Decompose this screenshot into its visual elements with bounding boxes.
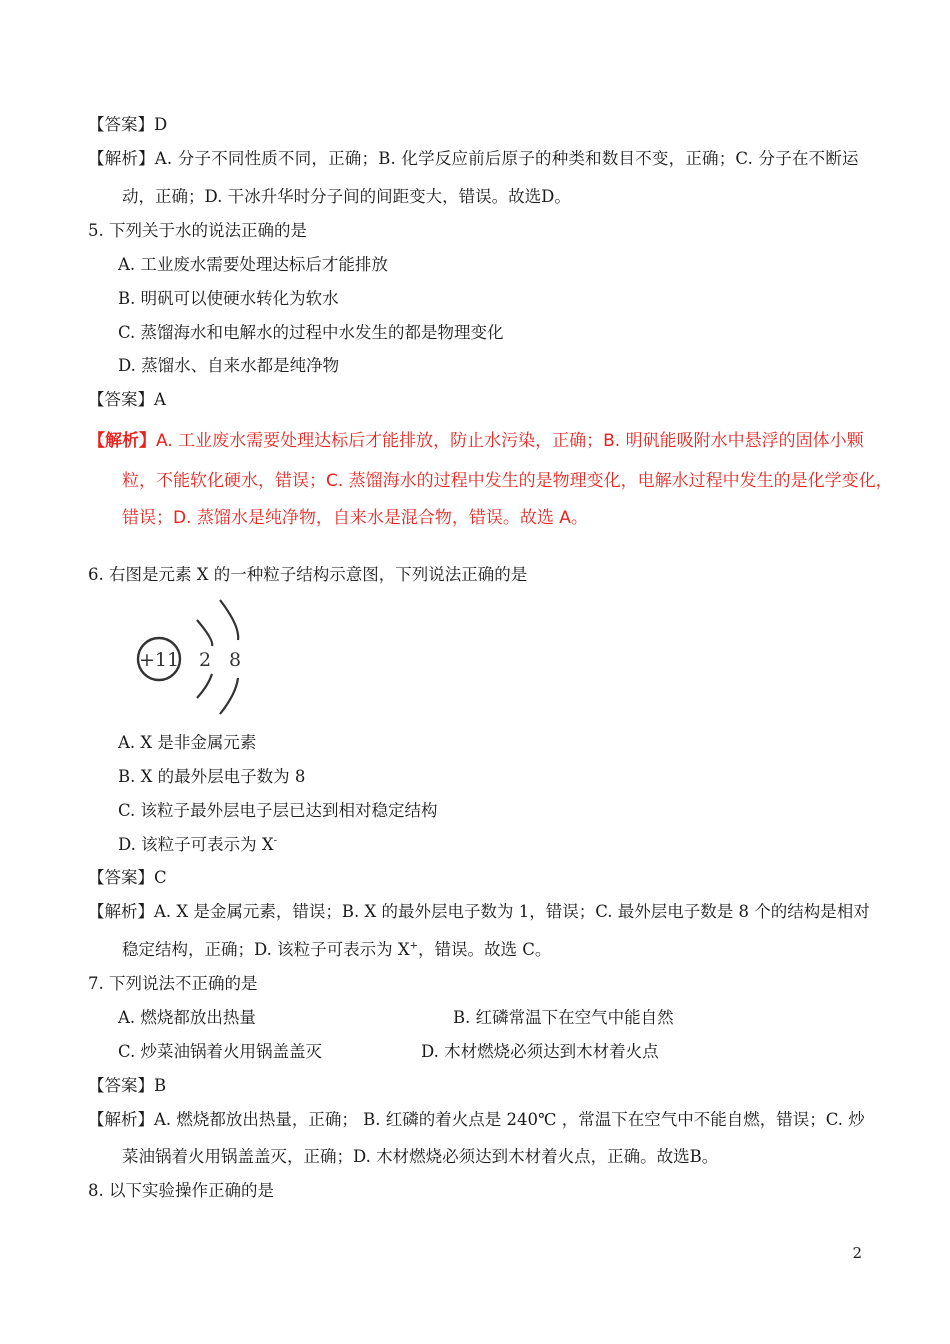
shell-1-electrons: 2 — [198, 649, 212, 671]
q6-analysis-text-2: 稳定结构，正确；D. 该粒子可表示为 X — [122, 940, 410, 959]
q5-option-b: B. 明矾可以使硬水转化为软水 — [118, 289, 339, 308]
q8-stem: 8. 以下实验操作正确的是 — [88, 1181, 274, 1200]
q7-analysis-line-1: 【解析】A. 燃烧都放出热量，正确； B. 红磷的着火点是 240℃ ，常温下在空气中不能自燃，错误；C. 炒 — [88, 1110, 865, 1129]
q4-answer: 【答案】D — [88, 115, 168, 134]
q6-option-a: A. X 是非金属元素 — [118, 733, 257, 752]
q5-option-d: D. 蒸馏水、自来水都是纯净物 — [118, 356, 340, 375]
q7-stem: 7. 下列说法不正确的是 — [88, 974, 258, 993]
q7-analysis-line-2: 菜油锅着火用锅盖盖灭，正确；D. 木材燃烧必须达到木材着火点，正确。故选B。 — [122, 1147, 719, 1166]
q7-option-d: D. 木材燃烧必须达到木材着火点 — [421, 1042, 659, 1061]
q5-analysis-text-1: A. 工业废水需要处理达标后才能排放，防止水污染，正确；B. 明矾能吸附水中悬浮的固体小颗 — [156, 431, 864, 451]
page-number: 2 — [852, 1244, 862, 1262]
q5-analysis-head: 【解析】 — [88, 431, 156, 451]
q5-analysis-line-3: 错误；D. 蒸馏水是纯净物，自来水是混合物，错误。故选 A。 — [122, 508, 588, 528]
shell-1-arc-bottom — [197, 674, 212, 698]
q6-option-d-text: D. 该粒子可表示为 X — [118, 835, 274, 854]
q5-option-c: C. 蒸馏海水和电解水的过程中水发生的都是物理变化 — [118, 323, 504, 342]
q5-analysis-line-1 — [88, 430, 864, 452]
shell-1-arc-top — [197, 620, 212, 646]
q6-analysis-text-3: ，错误。故选 C。 — [418, 940, 552, 959]
q6-analysis-line-1: 【解析】A. X 是金属元素，错误；B. X 的最外层电子数为 1，错误；C. 最外层电子数是 8 个的结构是相对 — [88, 902, 870, 921]
q7-answer: 【答案】B — [88, 1076, 167, 1095]
shell-2-arc-bottom — [220, 678, 238, 714]
q5-analysis-line-2: 粒，不能软化硬水，错误；C. 蒸馏海水的过程中发生的是物理变化，电解水过程中发生的是化学变化， — [122, 471, 893, 491]
q4-analysis-line-1: 【解析】A. 分子不同性质不同，正确；B. 化学反应前后原子的种类和数目不变，正确；C. 分子在不断运 — [88, 149, 859, 168]
nucleus-charge: +11 — [138, 649, 180, 671]
q6-option-c: C. 该粒子最外层电子层已达到相对稳定结构 — [118, 801, 438, 820]
shell-2-electrons: 8 — [228, 649, 242, 671]
q5-answer: 【答案】A — [88, 390, 166, 409]
q6-option-b: B. X 的最外层电子数为 8 — [118, 767, 306, 786]
atomic-structure-diagram — [130, 598, 248, 716]
q6-option-d — [118, 834, 277, 856]
q6-option-d-charge: - — [273, 835, 278, 847]
shell-2-arc-top — [220, 600, 238, 640]
q6-analysis-charge: + — [409, 940, 419, 952]
q5-option-a: A. 工业废水需要处理达标后才能排放 — [118, 255, 388, 274]
q7-option-a: A. 燃烧都放出热量 — [118, 1008, 256, 1027]
q7-option-c: C. 炒菜油锅着火用锅盖盖灭 — [118, 1042, 323, 1061]
q6-stem: 6. 右图是元素 X 的一种粒子结构示意图，下列说法正确的是 — [88, 565, 528, 584]
q4-analysis-line-2: 动，正确；D. 干冰升华时分子间的间距变大，错误。故选D。 — [122, 187, 571, 206]
q6-answer: 【答案】C — [88, 868, 167, 887]
q6-analysis-line-2 — [122, 939, 551, 961]
q5-stem: 5. 下列关于水的说法正确的是 — [88, 221, 307, 240]
q7-option-b: B. 红磷常温下在空气中能自然 — [453, 1008, 674, 1027]
